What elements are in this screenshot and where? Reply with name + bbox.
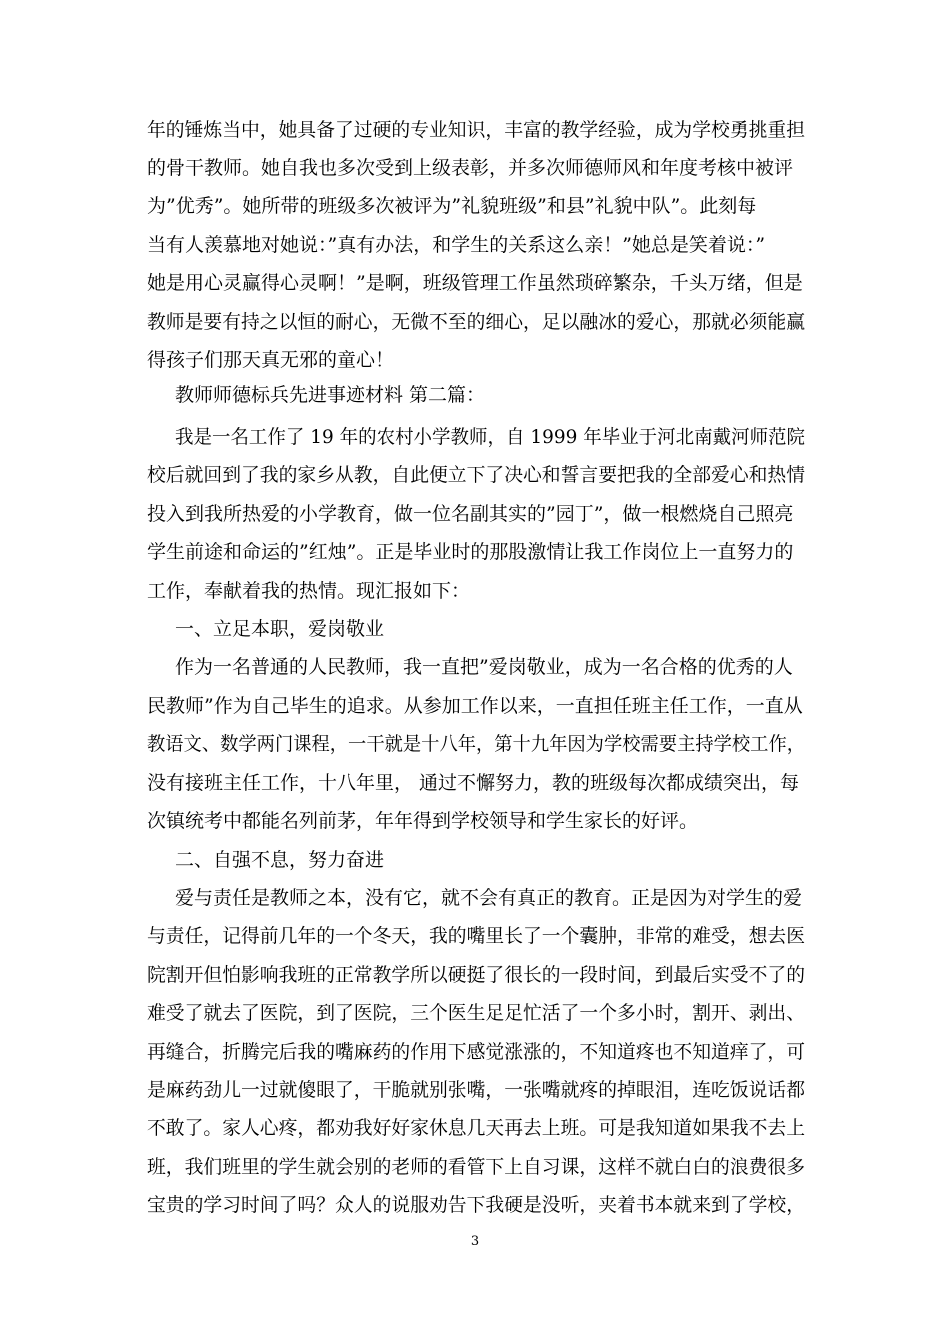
text-line: 爱与责任是教师之本，没有它，就不会有真正的教育。正是因为对学生的爱 — [175, 887, 803, 909]
text-line: 当有人羡慕地对她说：”真有办法，和学生的关系这么亲！”她总是笑着说：” — [147, 234, 766, 256]
text-line: 与责任，记得前几年的一个冬天，我的嘴里长了一个囊肿，非常的难受，想去医 — [147, 925, 806, 947]
text-line: 的骨干教师。她自我也多次受到上级表彰，并多次师德师风和年度考核中被评 — [147, 157, 794, 179]
text-line: 没有接班主任工作，十八年里， 通过不懈努力，教的班级每次都成绩突出，每 — [147, 772, 800, 794]
text-line: 次镇统考中都能名列前茅，年年得到学校领导和学生家长的好评。 — [147, 810, 699, 832]
text-line: 学生前途和命运的”红烛”。正是毕业时的那股激情让我工作岗位上一直努力的 — [147, 541, 794, 563]
text-line: 工作，奉献着我的热情。现汇报如下： — [147, 580, 471, 602]
text-line: 年的锤炼当中，她具备了过硬的专业知识，丰富的教学经验，成为学校勇挑重担 — [147, 119, 806, 141]
subsection-heading: 一、立足本职，爱岗敬业 — [175, 618, 385, 640]
text-line: 她是用心灵赢得心灵啊！”是啊，班级管理工作虽然琐碎繁杂，千头万绪，但是 — [147, 272, 803, 294]
text-line: 宝贵的学习时间了吗？众人的说服劝告下我硬是没听，夹着书本就来到了学校， — [147, 1194, 806, 1216]
text-line: 院割开但怕影响我班的正常教学所以硬挺了很长的一段时间，到最后实受不了的 — [147, 964, 806, 986]
text-line: 是麻药劲儿一过就傻眼了，干脆就别张嘴，一张嘴就疼的掉眼泪，连吃饭说话都 — [147, 1079, 806, 1101]
text-line: 为”优秀”。她所带的班级多次被评为”礼貌班级”和县”礼貌中队”。此刻每 — [147, 195, 757, 217]
subsection-heading: 二、自强不息，努力奋进 — [175, 849, 385, 871]
page-number: 3 — [470, 1234, 480, 1249]
text-line: 得孩子们那天真无邪的童心！ — [147, 349, 395, 371]
text-line: 校后就回到了我的家乡从教，自此便立下了决心和誓言要把我的全部爱心和热情 — [147, 464, 806, 486]
text-line: 教师是要有持之以恒的耐心，无微不至的细心，足以融冰的爱心，那就必须能赢 — [147, 311, 806, 333]
text-line: 投入到我所热爱的小学教育，做一位名副其实的”园丁”，做一根燃烧自己照亮 — [147, 503, 794, 525]
text-line: 再缝合，折腾完后我的嘴麻药的作用下感觉涨涨的，不知道疼也不知道痒了，可 — [147, 1041, 806, 1063]
text-line: 教语文、数学两门课程，一干就是十八年，第十九年因为学校需要主持学校工作， — [147, 733, 806, 755]
text-line: 民教师”作为自己毕生的追求。从参加工作以来，一直担任班主任工作，一直从 — [147, 695, 803, 717]
text-line: 不敢了。家人心疼，都劝我好好家休息几天再去上班。可是我知道如果我不去上 — [147, 1117, 806, 1139]
text-line: 作为一名普通的人民教师，我一直把”爱岗敬业，成为一名合格的优秀的人 — [175, 656, 793, 678]
text-line: 难受了就去了医院，到了医院，三个医生足足忙活了一个多小时，割开、剥出、 — [147, 1002, 806, 1024]
section-heading: 教师师德标兵先进事迹材料 第二篇： — [175, 384, 486, 406]
text-line: 班，我们班里的学生就会别的老师的看管下上自习课，这样不就白白的浪费很多 — [147, 1156, 806, 1178]
text-line: 我是一名工作了 19 年的农村小学教师，自 1999 年毕业于河北南戴河师范院 — [175, 426, 806, 448]
